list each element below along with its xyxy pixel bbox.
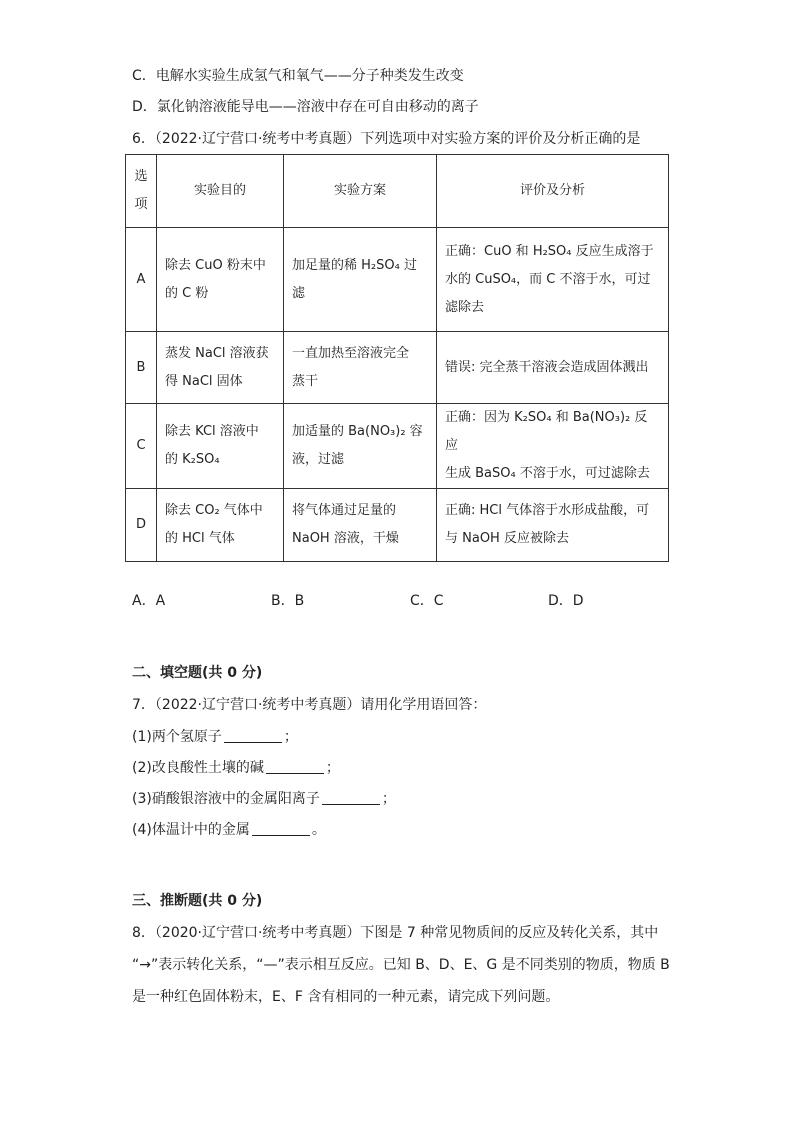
answer-option-d[interactable]: D．D (548, 593, 584, 609)
row-plan (284, 489, 437, 562)
cell-line: 液，过滤 (292, 452, 345, 467)
answer-blank[interactable] (266, 759, 324, 774)
row-plan (284, 404, 437, 489)
fill-item-label: (3)硝酸银溶液中的金属阳离子 (132, 791, 320, 807)
table-row (126, 228, 669, 332)
option-c-text: C．电解水实验生成氢气和氧气——分子种类发生改变 (132, 68, 464, 84)
row-option: B (126, 332, 157, 404)
cell-line: 得 NaCl 固体 (165, 373, 243, 389)
cell-line: 水的 CuSO₄，而 C 不溶于水，可过 (445, 271, 651, 287)
cell-line: 加适量的 Ba(NO₃)₂ 容 (292, 424, 423, 439)
table-row (126, 489, 669, 562)
fill-item-end: ； (325, 760, 340, 776)
cell-line: 的 C 粉 (165, 285, 209, 301)
cell-line: 正确：CuO 和 H₂SO₄ 反应生成溶于 (445, 243, 654, 259)
fill-item (132, 789, 396, 809)
fill-item-label: (2)改良酸性土壤的碱 (132, 760, 264, 776)
answer-option-b[interactable]: B．B (271, 593, 305, 609)
row-evaluation (437, 489, 669, 562)
cell-line: 正确：因为 K₂SO₄ 和 Ba(NO₃)₂ 反应 (445, 410, 648, 453)
fill-item-end: ； (381, 791, 396, 807)
answer-option-a[interactable]: A．A (132, 593, 166, 609)
header-option (126, 155, 157, 228)
section-3-title: 三、推断题(共 0 分) (132, 893, 263, 909)
fill-item (132, 758, 340, 778)
table-row (126, 332, 669, 404)
row-option: A (126, 228, 157, 332)
cell-line: 除去 CuO 粉末中 (165, 257, 266, 273)
answer-option-c[interactable]: C．C (410, 593, 444, 609)
cell-line: 加足量的稀 H₂SO₄ 过 (292, 257, 417, 273)
cell-line: 的 HCl 气体 (165, 531, 235, 546)
header-plan: 实验方案 (284, 155, 437, 228)
fill-item (132, 727, 298, 747)
question-8-line: 是一种红色固体粉末，E、F 含有相同的一种元素，请完成下列问题。 (132, 989, 560, 1005)
cell-line: 将气体通过足量的 (292, 503, 397, 518)
experiment-table (125, 154, 669, 562)
row-option: D (126, 489, 157, 562)
cell-line: 除去 CO₂ 气体中 (165, 503, 263, 518)
cell-line: 一直加热至溶液完全 (292, 345, 410, 361)
row-purpose (157, 404, 284, 489)
fill-item-end: 。 (311, 822, 326, 838)
question-7: 7．（2022·辽宁营口·统考中考真题）请用化学用语回答： (132, 697, 487, 713)
row-option: C (126, 404, 157, 489)
row-evaluation (437, 332, 669, 404)
table-header-row (126, 155, 669, 228)
row-evaluation (437, 404, 669, 489)
row-purpose (157, 228, 284, 332)
row-purpose (157, 332, 284, 404)
cell-line: 与 NaOH 反应被除去 (445, 531, 569, 546)
answer-blank[interactable] (224, 728, 282, 743)
cell-line: 除去 KCl 溶液中 (165, 424, 259, 439)
cell-line: 的 K₂SO₄ (165, 452, 220, 467)
header-option-2: 项 (134, 197, 148, 212)
cell-line: 错误: 完全蒸干溶液会造成固体溅出 (445, 359, 649, 375)
question-8-line: “→”表示转化关系，“—”表示相互反应。已知 B、D、E、G 是不同类别的物质，物质 B (132, 957, 670, 973)
cell-line: 生成 BaSO₄ 不溶于水，可过滤除去 (445, 466, 650, 481)
cell-line: 正确: HCl 气体溶于水形成盐酸，可 (445, 503, 650, 518)
cell-line: 滤 (292, 285, 306, 301)
fill-item-label: (1)两个氢原子 (132, 729, 222, 745)
question-6: 6．（2022·辽宁营口·统考中考真题）下列选项中对实验方案的评价及分析正确的是 (132, 131, 641, 147)
row-evaluation (437, 228, 669, 332)
question-8-line: 8．（2020·辽宁营口·统考中考真题）下图是 7 种常见物质间的反应及转化关系，其中 (132, 925, 659, 941)
fill-item (132, 820, 326, 840)
cell-line: 蒸发 NaCl 溶液获 (165, 345, 269, 361)
table-row (126, 404, 669, 489)
answer-blank[interactable] (252, 821, 310, 836)
row-plan (284, 228, 437, 332)
answer-blank[interactable] (322, 790, 380, 805)
cell-line: 滤除去 (445, 299, 485, 315)
cell-line: NaOH 溶液，干燥 (292, 531, 399, 546)
fill-item-end: ； (283, 729, 298, 745)
row-purpose (157, 489, 284, 562)
header-purpose: 实验目的 (157, 155, 284, 228)
option-d-text: D．氯化钠溶液能导电——溶液中存在可自由移动的离子 (132, 99, 479, 115)
cell-line: 蒸干 (292, 373, 319, 389)
section-2-title: 二、填空题(共 0 分) (132, 665, 263, 681)
header-evaluation: 评价及分析 (437, 155, 669, 228)
row-plan (284, 332, 437, 404)
fill-item-label: (4)体温计中的金属 (132, 822, 250, 838)
header-option-1: 选 (134, 169, 148, 184)
